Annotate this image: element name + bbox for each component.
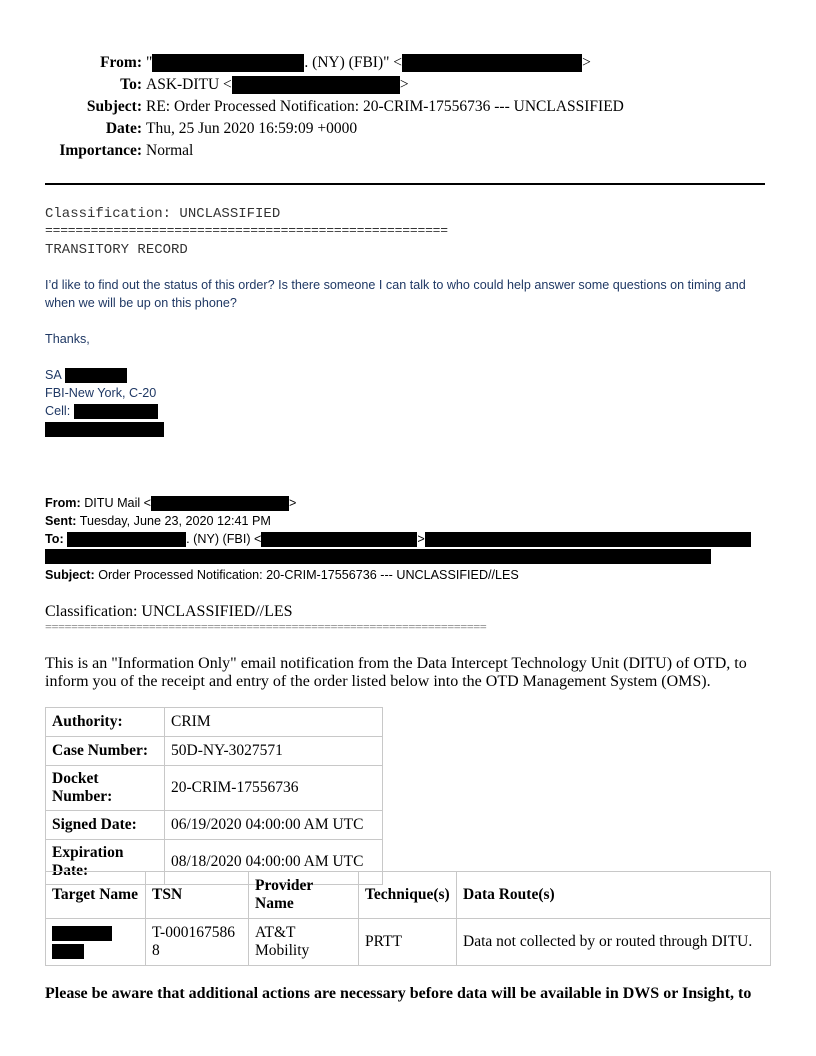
signed-date-value: 06/19/2020 04:00:00 AM UTC [165, 811, 383, 840]
date-row [0, 118, 816, 140]
importance-label: Importance: [59, 142, 142, 159]
date-label: Date: [105, 120, 142, 137]
redaction-block [425, 532, 751, 547]
table-row [46, 811, 383, 840]
reply-transitory: TRANSITORY RECORD [45, 242, 188, 258]
col-header-tsn: TSN [146, 872, 249, 919]
redaction-block [52, 944, 84, 959]
data-route-cell: Data not collected by or routed through DITU. [457, 919, 771, 966]
importance-row [0, 140, 816, 162]
docket-number-value: 20-CRIM-17556736 [165, 766, 383, 811]
orig-sent-value: Tuesday, June 23, 2020 12:41 PM [79, 514, 271, 528]
to-row [0, 74, 816, 96]
redaction-block [232, 76, 400, 94]
from-mid: . (NY) (FBI)" < [304, 54, 403, 71]
col-header-provider: Provider Name [249, 872, 359, 919]
signature-sa-label: SA [45, 368, 62, 382]
subject-label: Subject: [86, 98, 142, 115]
col-header-data-route: Data Route(s) [457, 872, 771, 919]
orig-subject-value: Order Processed Notification: 20-CRIM-17556736 --- UNCLASSIFIED//LES [98, 568, 519, 582]
orig-to-redaction-line2 [45, 549, 711, 564]
table-row [46, 919, 771, 966]
orig-from-row [45, 494, 296, 512]
orig-to-row [45, 530, 751, 548]
case-number-value: 50D-NY-3027571 [165, 737, 383, 766]
orig-sent-label: Sent: [45, 514, 77, 528]
from-row [0, 52, 816, 74]
order-details-table [45, 707, 383, 885]
authority-label: Authority: [46, 708, 165, 737]
reply-separator: ===================================================== [45, 223, 448, 238]
table-row [46, 708, 383, 737]
orig-subject-label: Subject: [45, 568, 95, 582]
signature-cell [45, 402, 158, 420]
orig-warning: Please be aware that additional actions are necessary before data will be available in DWS or Insight, to [45, 985, 752, 1002]
to-label: To: [120, 76, 142, 93]
header-divider [45, 183, 765, 185]
reply-thanks: Thanks, [45, 332, 90, 346]
table-row [46, 766, 383, 811]
orig-to-mid: . (NY) (FBI) < [186, 532, 262, 546]
redaction-block [152, 54, 304, 72]
target-table [45, 871, 771, 966]
orig-from-label: From: [45, 496, 81, 510]
orig-to-suffix: > [417, 532, 425, 546]
orig-from-value: DITU Mail < [84, 496, 152, 510]
date-value: Thu, 25 Jun 2020 16:59:09 +0000 [146, 120, 358, 137]
case-number-label: Case Number: [46, 737, 165, 766]
col-header-technique: Technique(s) [359, 872, 457, 919]
table-header-row [46, 872, 771, 919]
redaction-block [67, 532, 186, 547]
from-quote: " [146, 54, 153, 71]
signature-redaction [45, 422, 164, 437]
to-suffix: > [399, 76, 409, 93]
redaction-block [402, 54, 582, 72]
subject-row [0, 96, 816, 118]
redaction-block [52, 926, 112, 941]
to-value [146, 74, 409, 96]
table-row [46, 737, 383, 766]
from-label: From: [100, 54, 142, 71]
expiration-date-label: Expiration Date: [46, 840, 165, 885]
redaction-block [65, 368, 127, 383]
from-suffix: > [582, 54, 591, 71]
reply-body: I’d like to find out the status of this order? Is there someone I can talk to who could help answer some questions on timing and when we will be up on this phone? [45, 278, 746, 310]
orig-subject-row [45, 566, 519, 584]
signature-office: FBI-New York, C-20 [45, 386, 157, 400]
orig-intro: This is an "Information Only" email notification from the Data Intercept Technology Unit (DITU) of OTD, to inform you of the receipt and entry of the order listed below into the OTD Management System (OMS). [45, 655, 747, 690]
orig-to-label: To: [45, 532, 64, 546]
orig-sent-row [45, 512, 271, 530]
signed-date-label: Signed Date: [46, 811, 165, 840]
importance-value: Normal [146, 142, 194, 159]
to-prefix: ASK-DITU < [146, 76, 232, 93]
provider-cell: AT&T Mobility [249, 919, 359, 966]
tsn-cell: T-0001675868 [146, 919, 249, 966]
docket-number-label: Docket Number: [46, 766, 165, 811]
subject-value: RE: Order Processed Notification: 20-CRIM-17556736 --- UNCLASSIFIED [146, 98, 624, 115]
signature-sa [45, 366, 127, 384]
expiration-date-value: 08/18/2020 04:00:00 AM UTC [165, 840, 383, 885]
redaction-block [74, 404, 158, 419]
orig-separator: ==================================================================== [45, 620, 487, 634]
reply-classification: Classification: UNCLASSIFIED [45, 206, 281, 222]
authority-value: CRIM [165, 708, 383, 737]
orig-classification: Classification: UNCLASSIFIED//LES [45, 603, 293, 620]
signature-cell-label: Cell: [45, 404, 71, 418]
redaction-block [151, 496, 289, 511]
target-name-cell [46, 919, 146, 966]
redaction-block [261, 532, 417, 547]
col-header-target-name: Target Name [46, 872, 146, 919]
from-value [146, 52, 591, 74]
technique-cell: PRTT [359, 919, 457, 966]
orig-from-suffix: > [289, 496, 297, 510]
